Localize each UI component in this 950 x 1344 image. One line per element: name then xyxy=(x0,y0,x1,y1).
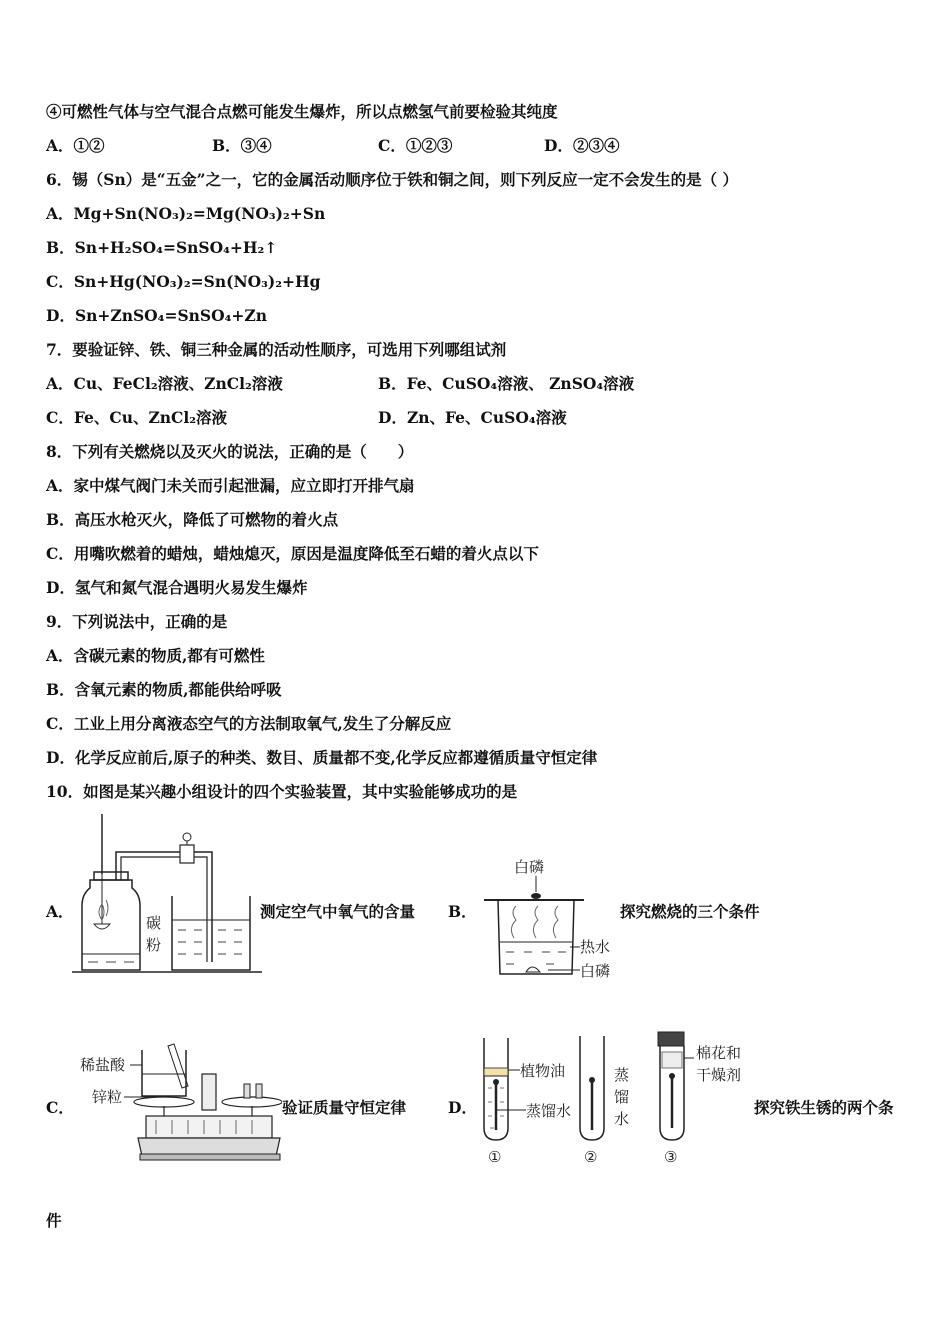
q6-option-d: D．Sn+ZnSO₄=SnSO₄+Zn xyxy=(46,306,267,325)
q10-d-tube-3: ③ xyxy=(664,1148,678,1166)
q10-stem: 10．如图是某兴趣小组设计的四个实验装置，其中实验能够成功的是 xyxy=(46,782,518,801)
q10-c-label-zinc: 锌粒 xyxy=(92,1088,123,1106)
q10-d-caption-continued: 件 xyxy=(46,1211,62,1230)
q10-a-letter: A． xyxy=(46,902,74,921)
q10-a-label-carbon: 碳 xyxy=(146,914,162,932)
q10-d-label-water2-a: 蒸 xyxy=(614,1066,630,1084)
q7-option-b: B．Fe、CuSO₄溶液、 ZnSO₄溶液 xyxy=(378,374,635,393)
q9-option-b: B．含氧元素的物质,都能供给呼吸 xyxy=(46,680,282,699)
q6-option-a: A．Mg+Sn(NO₃)₂=Mg(NO₃)₂+Sn xyxy=(46,204,326,223)
q5-option-a: A．①② xyxy=(46,136,105,155)
q10-c-label-acid: 稀盐酸 xyxy=(80,1056,126,1074)
q10-d-label-desiccant: 干燥剂 xyxy=(696,1066,742,1084)
q10-b-label-phosphorus-bottom: 白磷 xyxy=(580,962,611,980)
q7-option-d: D．Zn、Fe、CuSO₄溶液 xyxy=(378,408,567,427)
q10-d-label-oil: 植物油 xyxy=(520,1062,566,1080)
q10-d-letter: D． xyxy=(448,1098,477,1117)
q10-d-label-cotton: 棉花和 xyxy=(696,1044,742,1062)
q10-d-tube-1: ① xyxy=(488,1148,502,1166)
q10-d-label-water2-c: 水 xyxy=(614,1110,630,1128)
q10-d-tube-2: ② xyxy=(584,1148,598,1166)
q10-d-caption: 探究铁生锈的两个条 xyxy=(754,1098,894,1117)
q9-stem: 9．下列说法中，正确的是 xyxy=(46,612,228,631)
q8-stem: 8．下列有关燃烧以及灭火的说法，正确的是（ ） xyxy=(46,442,414,461)
q5-item-4: ④可燃性气体与空气混合点燃可能发生爆炸，所以点燃氢气前要检验其纯度 xyxy=(46,102,558,121)
q7-option-a: A．Cu、FeCl₂溶液、ZnCl₂溶液 xyxy=(46,374,283,393)
q9-option-a: A．含碳元素的物质,都有可燃性 xyxy=(46,646,265,665)
q10-c-caption: 验证质量守恒定律 xyxy=(282,1098,407,1117)
q5-option-d: D．②③④ xyxy=(544,136,620,155)
q6-stem: 6．锡（Sn）是“五金”之一，它的金属活动顺序位于铁和铜之间，则下列反应一定不会发生的是（ ） xyxy=(46,170,738,189)
q10-c-apparatus xyxy=(76,1040,282,1164)
q10-d-apparatus xyxy=(474,1028,764,1168)
q6-option-c: C．Sn+Hg(NO₃)₂=Sn(NO₃)₂+Hg xyxy=(46,272,321,291)
q7-stem: 7．要验证锌、铁、铜三种金属的活动性顺序，可选用下列哪组试剂 xyxy=(46,340,507,359)
q10-a-apparatus xyxy=(72,812,262,977)
q6-option-b: B．Sn+H₂SO₄=SnSO₄+H₂↑ xyxy=(46,238,278,257)
q5-option-b: B．③④ xyxy=(212,136,272,155)
q10-d-label-water2-b: 馏 xyxy=(614,1088,630,1106)
q10-c-letter: C． xyxy=(46,1098,74,1117)
q10-d-label-distilled-water: 蒸馏水 xyxy=(526,1102,572,1120)
q9-option-c: C．工业上用分离液态空气的方法制取氧气,发生了分解反应 xyxy=(46,714,452,733)
q10-b-letter: B． xyxy=(448,902,477,921)
q10-b-apparatus xyxy=(484,852,624,982)
q7-option-c: C．Fe、Cu、ZnCl₂溶液 xyxy=(46,408,228,427)
q10-a-label-powder: 粉 xyxy=(146,936,162,954)
q8-option-c: C．用嘴吹燃着的蜡烛，蜡烛熄灭，原因是温度降低至石蜡的着火点以下 xyxy=(46,544,539,563)
q10-b-label-hot-water: 热水 xyxy=(580,938,611,956)
q8-option-d: D．氢气和氮气混合遇明火易发生爆炸 xyxy=(46,578,308,597)
q10-b-label-phosphorus-top: 白磷 xyxy=(514,858,545,876)
q10-a-caption: 测定空气中氧气的含量 xyxy=(260,902,416,921)
q8-option-a: A．家中煤气阀门未关而引起泄漏，应立即打开排气扇 xyxy=(46,476,415,495)
q8-option-b: B．高压水枪灭火，降低了可燃物的着火点 xyxy=(46,510,339,529)
q5-option-c: C．①②③ xyxy=(378,136,453,155)
q9-option-d: D．化学反应前后,原子的种类、数目、质量都不变,化学反应都遵循质量守恒定律 xyxy=(46,748,598,767)
q10-b-caption: 探究燃烧的三个条件 xyxy=(620,902,760,921)
